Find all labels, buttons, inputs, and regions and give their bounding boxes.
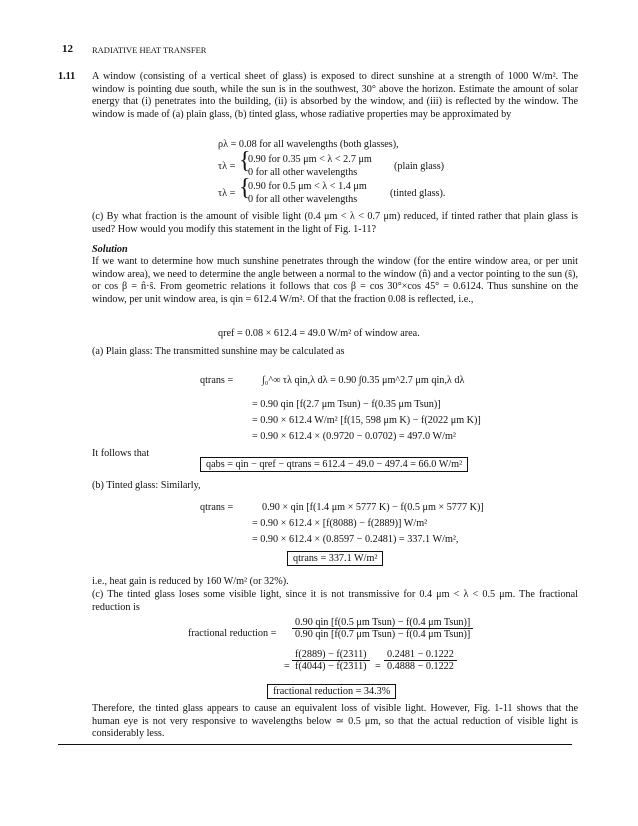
rho-definition: ρλ = 0.08 for all wavelengths (both glasses), bbox=[218, 139, 399, 150]
equals-sign: = bbox=[284, 661, 290, 672]
part-b-line-1: 0.90 × qin [f(1.4 μm × 5777 K) − f(0.5 μm × 5777 K)] bbox=[262, 502, 484, 513]
part-a-lhs: qtrans = bbox=[200, 375, 234, 386]
fraction-1-numerator: 0.90 qin [f(0.5 μm Tsun) − f(0.4 μm Tsun)] bbox=[292, 617, 473, 629]
part-a-intro: (a) Plain glass: The transmitted sunshine may be calculated as bbox=[92, 346, 345, 357]
page-number: 12 bbox=[62, 43, 73, 55]
q-abs-result-box: qabs = qin − qref − qtrans = 612.4 − 49.0 − 497.4 = 66.0 W/m² bbox=[200, 457, 468, 472]
qref-equation: qref = 0.08 × 612.4 = 49.0 W/m² of window area. bbox=[218, 328, 420, 339]
part-a-integral: ∫₀^∞ τλ qin,λ dλ = 0.90 ∫0.35 μm^2.7 μm qin,λ dλ bbox=[262, 375, 465, 386]
fractional-reduction-label: fractional reduction = bbox=[188, 628, 277, 639]
tau-plain-line-1: 0.90 for 0.35 μm < λ < 2.7 μm bbox=[248, 154, 372, 165]
part-b-line-3: = 0.90 × 612.4 × (0.8597 − 0.2481) = 337.1 W/m², bbox=[252, 534, 459, 545]
part-c-solution: (c) The tinted glass loses some visible light, since it is not transmissive for 0.4 μm < λ < 0.5 μm. The fractional reduction is bbox=[92, 589, 578, 613]
brace-tinted: { bbox=[239, 175, 251, 201]
equals-sign-2: = bbox=[375, 661, 381, 672]
fraction-3 bbox=[384, 649, 457, 672]
tau-lhs-tinted: τλ = bbox=[218, 188, 236, 199]
q-trans-tinted-box: qtrans = 337.1 W/m² bbox=[287, 551, 383, 566]
part-a-line-4: = 0.90 × 612.4 × (0.9720 − 0.0702) = 497.0 W/m² bbox=[252, 431, 456, 442]
part-b-intro: (b) Tinted glass: Similarly, bbox=[92, 480, 201, 491]
heat-gain-text: i.e., heat gain is reduced by 160 W/m² (or 32%). bbox=[92, 576, 289, 587]
fraction-2-denominator: f(4044) − f(2311) bbox=[295, 661, 367, 672]
tau-plain-line-2: 0 for all other wavelengths bbox=[248, 167, 358, 178]
it-follows-text: It follows that bbox=[92, 448, 150, 459]
fraction-3-denominator: 0.4888 − 0.1222 bbox=[387, 661, 454, 672]
problem-statement: A window (consisting of a vertical sheet of glass) is exposed to direct sunshine at a strength of 1000 W/m². The window is pointing due south, while the sun is in the southwest, 30° above the horizon. Estimate the amount of solar energy that (i) penetrates into the building, (ii) is absorbed by the window, and (iii) is reflected by the window. The window is made of (a) plain glass, (b) tinted glass, whose radiative properties may be approximated by bbox=[92, 71, 578, 120]
tau-tinted-label: (tinted glass). bbox=[390, 188, 446, 199]
part-a-line-2: = 0.90 qin [f(2.7 μm Tsun) − f(0.35 μm Tsun)] bbox=[252, 399, 441, 410]
running-title: RADIATIVE HEAT TRANSFER bbox=[92, 45, 207, 55]
part-b-line-2: = 0.90 × 612.4 × [f(8088) − f(2889)] W/m² bbox=[252, 518, 428, 529]
conclusion-paragraph: Therefore, the tinted glass appears to cause an equivalent loss of visible light. However, Fig. 1-11 shows that the human eye is not very responsive to wavelengths below ≃ 0.5 μm, so that the actual reduction of visible light is considerably less. bbox=[92, 703, 578, 740]
problem-number: 1.11 bbox=[58, 71, 76, 82]
bottom-rule bbox=[58, 744, 572, 745]
fraction-2-numerator: f(2889) − f(2311) bbox=[292, 649, 370, 661]
fractional-reduction-box: fractional reduction = 34.3% bbox=[267, 684, 396, 699]
tau-tinted-line-1: 0.90 for 0.5 μm < λ < 1.4 μm bbox=[248, 181, 367, 192]
part-b-lhs: qtrans = bbox=[200, 502, 234, 513]
brace-plain: { bbox=[239, 148, 251, 174]
part-c-question: (c) By what fraction is the amount of visible light (0.4 μm < λ < 0.7 μm) reduced, if tinted rather that plain glass is used? How would you modify this statement in the light of Fig. 1-11? bbox=[92, 211, 578, 235]
fraction-1 bbox=[292, 617, 473, 640]
part-a-line-3: = 0.90 × 612.4 W/m² [f(15, 598 μm K) − f(2022 μm K)] bbox=[252, 415, 481, 426]
solution-heading: Solution bbox=[92, 244, 128, 255]
tau-lhs-plain: τλ = bbox=[218, 161, 236, 172]
solution-paragraph-1: If we want to determine how much sunshine penetrates through the window (for the entire window area, or per unit window area), we need to determine the angle between a normal to the window (n̂) and a vector pointing to the sun (ŝ), or cos β = n̂·ŝ. From geometric relations it follows that cos β = cos 30°×cos 45° = 0.6124. Thus sunshine on the window, per unit window area, is qin = 612.4 W/m². Of that the fraction 0.08 is reflected, i.e., bbox=[92, 256, 578, 305]
tau-tinted-line-2: 0 for all other wavelengths bbox=[248, 194, 358, 205]
tau-plain-label: (plain glass) bbox=[394, 161, 445, 172]
fraction-3-numerator: 0.2481 − 0.1222 bbox=[384, 649, 457, 661]
fraction-1-denominator: 0.90 qin [f(0.7 μm Tsun) − f(0.4 μm Tsun)] bbox=[295, 629, 471, 640]
fraction-2 bbox=[292, 649, 370, 672]
